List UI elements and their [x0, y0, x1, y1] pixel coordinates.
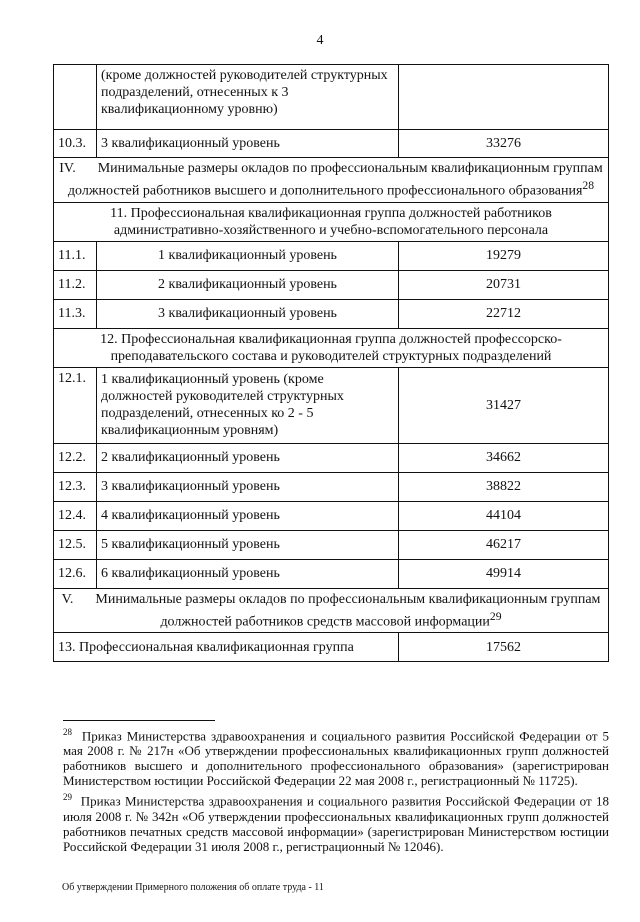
- position-name: 2 квалификационный уровень: [97, 443, 399, 472]
- group-title: 12. Профессиональная квалификационная группа должностей профессорско-преподавательского состава и руководителей структурных подразделений: [54, 328, 609, 367]
- position-name: 2 квалификационный уровень: [97, 270, 399, 299]
- table-row: [54, 472, 609, 501]
- position-name: 3 квалификационный уровень: [97, 472, 399, 501]
- position-name: 5 квалификационный уровень: [97, 530, 399, 559]
- footnote-ref: 28: [582, 179, 595, 192]
- footnote-ref: 29: [489, 609, 502, 623]
- table-row: [54, 501, 609, 530]
- section-title: Минимальные размеры окладов по профессиональным квалификационным группам должностей работников высшего и дополнительного профессионального образования: [67, 161, 603, 199]
- row-number: 12.3.: [54, 472, 97, 501]
- footnotes: [63, 725, 609, 856]
- footnote-text: Приказ Министерства здравоохранения и социального развития Российской Федерации от 18 июля 2008 г. № 342н «Об утверждении профессиональных квалификационных групп должностей работников печатных средств массовой информации» (зарегистрирован Министерством юстиции Российской Федерации 31 июля 2008 г., регистрационный № 12046).: [63, 793, 610, 854]
- row-number: 11.3.: [54, 299, 97, 328]
- table-row: [54, 270, 609, 299]
- salary-value: 33276: [399, 130, 609, 158]
- position-name: 3 квалификационный уровень: [97, 130, 399, 158]
- position-name: 1 квалификационный уровень (кроме должностей руководителей структурных подразделений, отнесенных ко 2 - 5 квалификационным уровням): [97, 367, 399, 443]
- row-number: 12.4.: [54, 501, 97, 530]
- salary-value: 20731: [399, 270, 609, 299]
- group-header: [54, 328, 609, 367]
- row-number: 12.5.: [54, 530, 97, 559]
- position-name: 4 квалификационный уровень: [97, 501, 399, 530]
- table-row: [54, 530, 609, 559]
- section-number: V.: [61, 591, 74, 607]
- section-title: Минимальные размеры окладов по профессиональным квалификационным группам должностей работников средств массовой информации: [95, 591, 601, 630]
- group-title: 11. Профессиональная квалификационная группа должностей работников административно-хозяйственного и учебно-вспомогательного персонала: [54, 202, 609, 241]
- position-name: 1 квалификационный уровень: [97, 241, 399, 270]
- row-number: 12.1.: [54, 367, 97, 443]
- salary-value: 46217: [399, 530, 609, 559]
- section-number: IV.: [59, 161, 76, 176]
- document-footer: Об утверждении Примерного положения об оплате труда - 11: [62, 882, 324, 893]
- footnote: [63, 790, 609, 853]
- row-number: 12.6.: [54, 559, 97, 588]
- footnote-divider: [63, 720, 215, 721]
- table-row: [54, 241, 609, 270]
- table-row: [54, 65, 609, 130]
- position-name: 13. Профессиональная квалификационная группа: [54, 633, 399, 662]
- salary-value: 22712: [399, 299, 609, 328]
- salary-value: 31427: [399, 367, 609, 443]
- row-number: 12.2.: [54, 443, 97, 472]
- section-header: [54, 158, 609, 203]
- table-row: [54, 633, 609, 662]
- row-number: 11.1.: [54, 241, 97, 270]
- table-row: [54, 367, 609, 443]
- position-name: (кроме должностей руководителей структурных подразделений, отнесенных к 3 квалификационному уровню): [97, 65, 399, 130]
- salary-value: 34662: [399, 443, 609, 472]
- table-row: [54, 559, 609, 588]
- position-name: 3 квалификационный уровень: [97, 299, 399, 328]
- salary-value: 49914: [399, 559, 609, 588]
- group-header: [54, 202, 609, 241]
- table-row: [54, 130, 609, 158]
- footnote: [63, 725, 609, 788]
- section-header: [54, 588, 609, 633]
- row-number: 11.2.: [54, 270, 97, 299]
- table-row: [54, 299, 609, 328]
- table-row: [54, 443, 609, 472]
- footnote-text: Приказ Министерства здравоохранения и социального развития Российской Федерации от 5 мая 2008 г. № 217н «Об утверждении профессиональных квалификационных групп должностей работников высшего и дополнительного профессионального образования» (зарегистрирован Министерством юстиции Российской Федерации 22 мая 2008 г., регистрационный № 11725).: [63, 728, 609, 789]
- salary-value: 19279: [399, 241, 609, 270]
- footnote-mark: 28: [63, 727, 72, 737]
- salary-value: 44104: [399, 501, 609, 530]
- footnote-mark: 29: [63, 792, 72, 803]
- salary-table: [53, 64, 609, 662]
- salary-value: 17562: [399, 633, 609, 662]
- salary-value: 38822: [399, 472, 609, 501]
- page-number: 4: [316, 33, 324, 48]
- position-name: 6 квалификационный уровень: [97, 559, 399, 588]
- row-number: 10.3.: [54, 130, 97, 158]
